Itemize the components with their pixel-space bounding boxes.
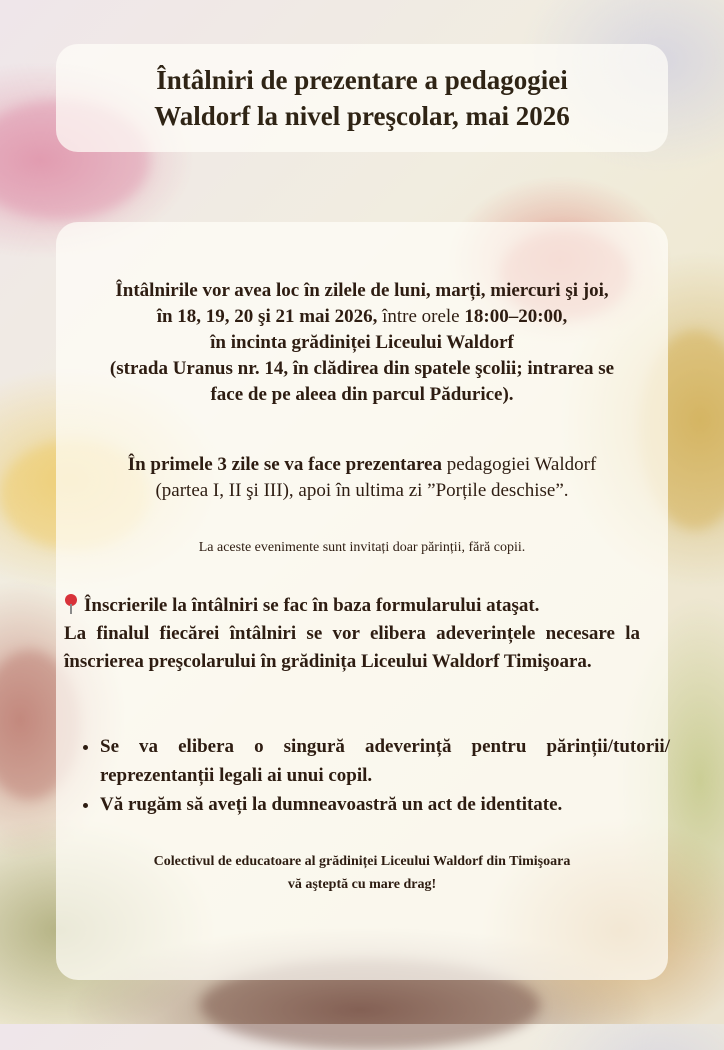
registration-text: Înscrierile la întâlniri se fac în baza formularului ataşat. [84, 595, 540, 616]
page-title-line-1: Întâlniri de prezentare a pedagogiei [156, 65, 568, 95]
round-pushpin-icon [64, 594, 78, 614]
list-item: • Vă rugăm să aveți la dumneavoastră un act de identitate. [100, 790, 670, 819]
details-line-3: în incinta grădiniței Liceului Waldorf [210, 332, 514, 353]
details-hours-label: între orele [382, 306, 465, 327]
program-bold: În primele 3 zile se va face prezentarea [127, 454, 447, 475]
details-line-2 [56, 304, 668, 330]
program-info [56, 452, 668, 504]
details-line-5: face de pe aleea din parcul Pădurice). [210, 384, 514, 405]
program-normal: pedagogiei Waldorf [446, 454, 597, 475]
details-line-1: Întâlnirile vor avea loc în zilele de luni, marți, miercuri şi joi, [115, 280, 609, 301]
meeting-details [56, 278, 668, 408]
registration-line-1 [64, 592, 640, 620]
details-line-4: (strada Uranus nr. 14, în clădirea din spatele şcolii; intrarea se [109, 358, 615, 379]
details-hours: 18:00–20:00, [464, 306, 568, 327]
registration-info [64, 592, 640, 676]
list-item: • Se va elibera o singură adeverință pentru părinții/tutorii/ reprezentanții legali ai unui copil. [100, 732, 670, 790]
content-panel [56, 222, 668, 980]
parents-only-note: La aceste evenimente sunt invitați doar părinții, fără copii. [198, 540, 526, 555]
registration-line-2: La finalul fiecărei întâlniri se vor elibera adeverințele necesare la înscrierea preşcolarului în grădinița Liceului Waldorf Timişoara. [64, 623, 640, 672]
program-line-1 [56, 452, 668, 478]
title-panel [56, 44, 668, 152]
footer-line-2: vă aşteptă cu mare drag! [287, 877, 437, 892]
program-line-2: (partea I, II şi III), apoi în ultima zi ”Porțile deschise”. [155, 480, 569, 501]
details-dates: în 18, 19, 20 şi 21 mai 2026, [156, 306, 383, 327]
page-title-line-2: Waldorf la nivel preşcolar, mai 2026 [154, 101, 570, 131]
signature [56, 850, 668, 896]
footer-line-1: Colectivul de educatoare al grădiniței Liceului Waldorf din Timişoara [153, 854, 571, 869]
bullet-list [78, 732, 670, 819]
